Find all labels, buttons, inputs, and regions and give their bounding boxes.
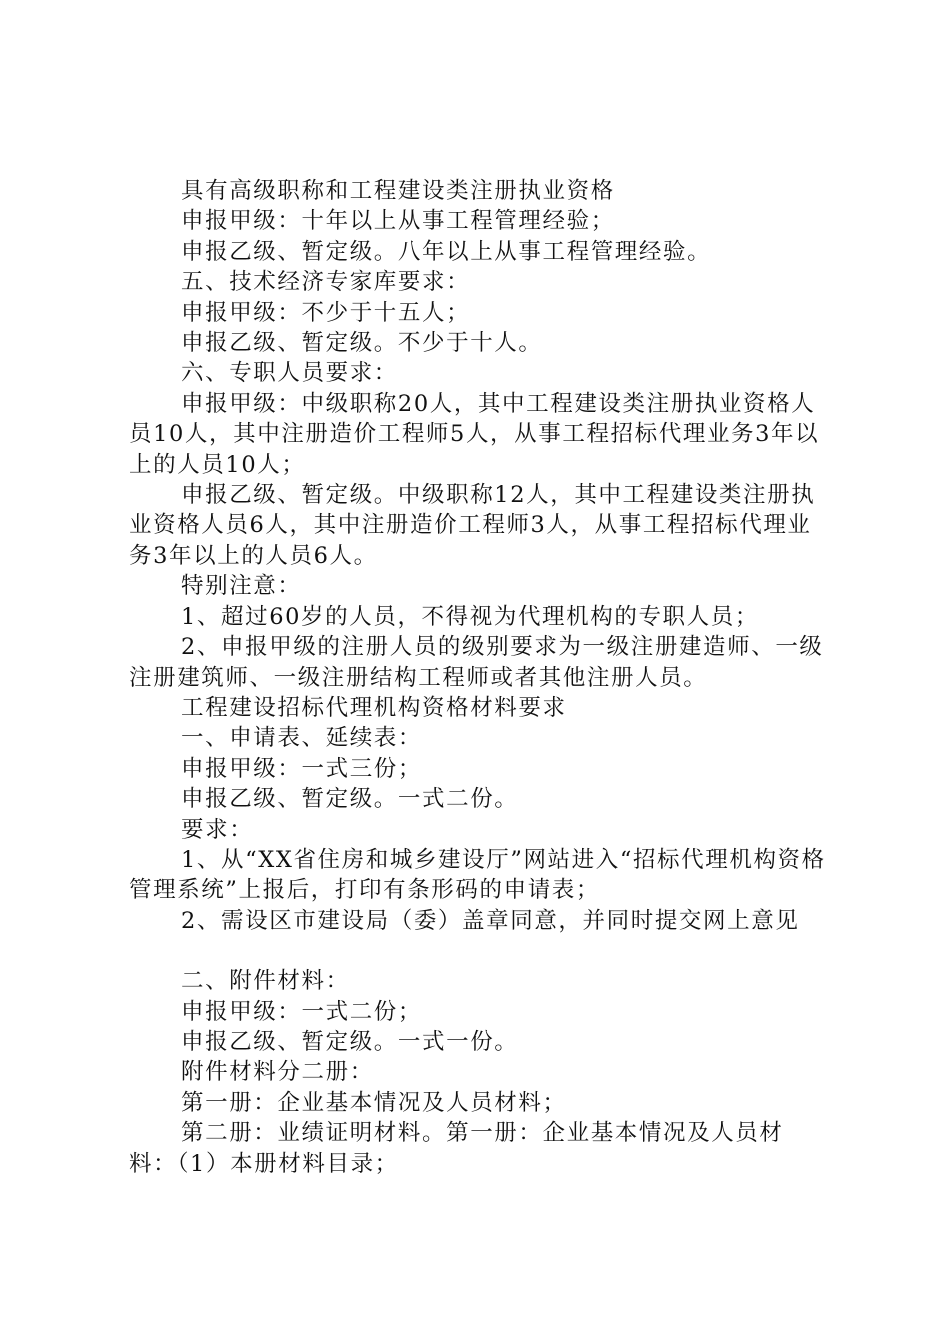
paragraph: 申报甲级：一式三份； [181, 755, 423, 782]
paragraph: 1、从“XX省住房和城乡建设厅”网站进入“招标代理机构资格管理系统”上报后，打印有条形码的申请表； [129, 846, 826, 904]
paragraph: 申报甲级：十年以上从事工程管理经验； [181, 208, 615, 235]
paragraph: 申报甲级：一式二份； [181, 998, 423, 1025]
paragraph: 特别注意： [181, 573, 302, 600]
paragraph: 六、专职人员要求： [181, 360, 398, 387]
document-body [129, 176, 829, 1179]
paragraph: 五、技术经济专家库要求： [181, 269, 471, 296]
paragraph: 一、申请表、延续表： [181, 725, 423, 752]
paragraph: 申报乙级、暂定级。八年以上从事工程管理经验。 [181, 238, 712, 265]
paragraph: 第一册：企业基本情况及人员材料； [181, 1089, 567, 1116]
paragraph: 2、申报甲级的注册人员的级别要求为一级注册建造师、一级注册建筑师、一级注册结构工程师或者其他注册人员。 [129, 634, 824, 691]
paragraph: 第二册：业绩证明材料。第一册：企业基本情况及人员材料：（1）本册材料目录； [129, 1120, 784, 1177]
paragraph: 申报甲级：不少于十五人； [181, 299, 471, 326]
paragraph: 申报甲级：中级职称20人，其中工程建设类注册执业资格人员10人，其中注册造价工程师5人，从事工程招标代理业务3年以上的人员10人； [129, 390, 820, 478]
paragraph: 具有高级职称和工程建设类注册执业资格 [181, 178, 615, 204]
paragraph: 要求： [181, 816, 254, 843]
paragraph: 1、超过60岁的人员，不得视为代理机构的专职人员； [181, 603, 759, 630]
paragraph: 工程建设招标代理机构资格材料要求 [181, 694, 567, 721]
paragraph: 申报乙级、暂定级。不少于十人。 [181, 330, 543, 357]
paragraph: 申报乙级、暂定级。一式二份。 [181, 786, 519, 813]
paragraph: 申报乙级、暂定级。一式一份。 [181, 1028, 519, 1055]
blank-line [129, 936, 829, 966]
paragraph: 附件材料分二册： [181, 1059, 374, 1086]
paragraph: 二、附件材料： [181, 968, 350, 995]
paragraph: 2、需设区市建设局（委）盖章同意，并同时提交网上意见 [181, 907, 800, 934]
paragraph: 申报乙级、暂定级。中级职称12人，其中工程建设类注册执业资格人员6人，其中注册造价工程师3人，从事工程招标代理业务3年以上的人员6人。 [129, 482, 816, 569]
